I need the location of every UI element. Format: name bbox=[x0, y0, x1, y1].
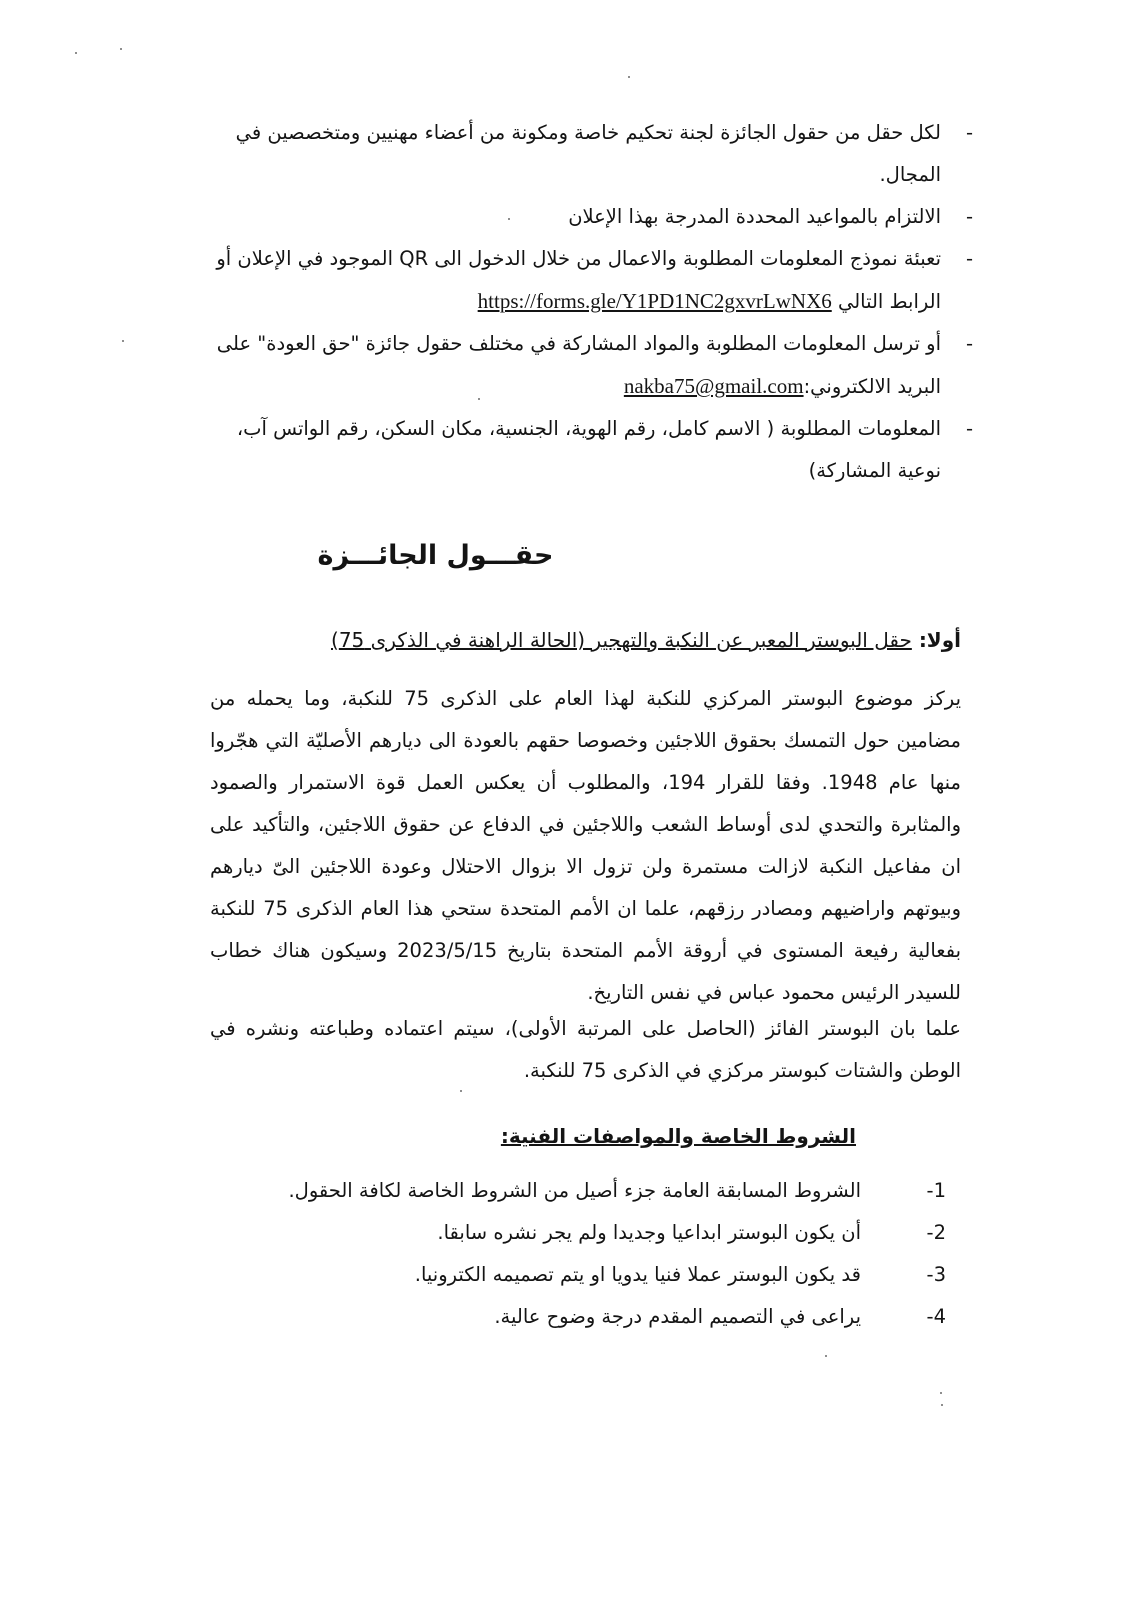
condition-item bbox=[200, 1296, 946, 1338]
condition-text: قد يكون البوستر عملا فنيا يدويا او يتم تصميمه الكترونيا. bbox=[414, 1263, 861, 1286]
condition-item bbox=[200, 1170, 946, 1212]
field-title-prefix: أولا: bbox=[918, 628, 961, 652]
scan-speck bbox=[122, 340, 124, 342]
list-item-text: تعبئة نموذج المعلومات المطلوبة والاعمال من خلال الدخول الى QR الموجود في الإعلان أو الرابط التالي bbox=[216, 247, 941, 313]
field-title bbox=[200, 628, 961, 652]
list-item-text: لكل حقل من حقول الجائزة لجنة تحكيم خاصة ومكونة من أعضاء مهنيين ومتخصصين في المجال. bbox=[235, 121, 941, 186]
requirements-list bbox=[212, 112, 963, 492]
field-title-text: حقل البوستر المعبر عن النكبة والتهجير (الحالة الراهنة في الذكرى 75) bbox=[331, 628, 912, 652]
condition-number: -3 bbox=[926, 1263, 946, 1286]
conditions-heading: الشروط الخاصة والمواصفات الفنية: bbox=[500, 1124, 856, 1148]
scan-speck bbox=[941, 1404, 943, 1406]
list-item-text: الالتزام بالمواعيد المحددة المدرجة بهذا الإعلان bbox=[568, 205, 941, 228]
condition-text: أن يكون البوستر ابداعيا وجديدا ولم يجر نشره سابقا. bbox=[437, 1221, 861, 1244]
list-item bbox=[212, 323, 963, 408]
scan-speck bbox=[628, 76, 630, 78]
scan-speck bbox=[825, 1355, 827, 1357]
form-link[interactable]: https://forms.gle/Y1PD1NC2gxvrLwNX6 bbox=[477, 289, 832, 313]
condition-number: -2 bbox=[926, 1221, 946, 1244]
condition-number: -4 bbox=[926, 1305, 946, 1328]
body-paragraph: يركز موضوع البوستر المركزي للنكبة لهذا العام على الذكرى 75 للنكبة، وما يحمله من مضامين حول التمسك بحقوق اللاجئين وخصوصا حقهم بالعودة الى ديارهم الأصليّة التي هجّروا منها عام 1948. وفقا للقرار 194، والمطلوب أن يعكس العمل قوة الاستمرار والصمود والمثابرة والتحدي لدى أوساط الشعب واللاجئين في الدفاع عن حقوق اللاجئين، والتأكيد على ان مفاعيل النكبة لازالت مستمرة ولن تزول الا بزوال الاحتلال وعودة اللاجئين الىّ ديارهم وبيوتهم واراضيهم ومصادر رزقهم، علما ان الأمم المتحدة ستحي هذا العام الذكرى 75 للنكبة بفعالية رفيعة المستوى في أروقة الأمم المتحدة بتاريخ 2023/5/15 وسيكون هناك خطاب للسيدر الرئيس محمود عباس في نفس التاريخ. bbox=[210, 687, 962, 1004]
email-link[interactable]: nakba75@gmail.com bbox=[623, 374, 804, 398]
list-item bbox=[212, 238, 963, 323]
list-item bbox=[212, 408, 963, 492]
condition-text: يراعى في التصميم المقدم درجة وضوح عالية. bbox=[494, 1305, 861, 1328]
condition-item bbox=[200, 1254, 946, 1296]
condition-item bbox=[200, 1212, 946, 1254]
conditions-list bbox=[200, 1170, 946, 1338]
list-item bbox=[212, 196, 963, 238]
condition-number: -1 bbox=[926, 1179, 946, 1202]
section-title: حقـــول الجائـــزة bbox=[317, 540, 554, 571]
scan-speck bbox=[120, 48, 122, 50]
list-item bbox=[212, 112, 963, 196]
list-item-text: أو ترسل المعلومات المطلوبة والمواد المشاركة في مختلف حقول جائزة "حق العودة" على البريد الالكتروني: bbox=[216, 332, 941, 398]
scan-speck bbox=[940, 1392, 942, 1394]
list-item-text: المعلومات المطلوبة ( الاسم كامل، رقم الهوية، الجنسية، مكان السكن، رقم الواتس آب، نوعية المشاركة) bbox=[236, 417, 941, 482]
scan-speck bbox=[75, 52, 77, 54]
condition-text: الشروط المسابقة العامة جزء أصيل من الشروط الخاصة لكافة الحقول. bbox=[288, 1179, 861, 1202]
body-paragraph: علما بان البوستر الفائز (الحاصل على المرتبة الأولى)، سيتم اعتماده وطباعته ونشره في الوطن والشتات كبوستر مركزي في الذكرى 75 للنكبة. bbox=[210, 1017, 961, 1082]
